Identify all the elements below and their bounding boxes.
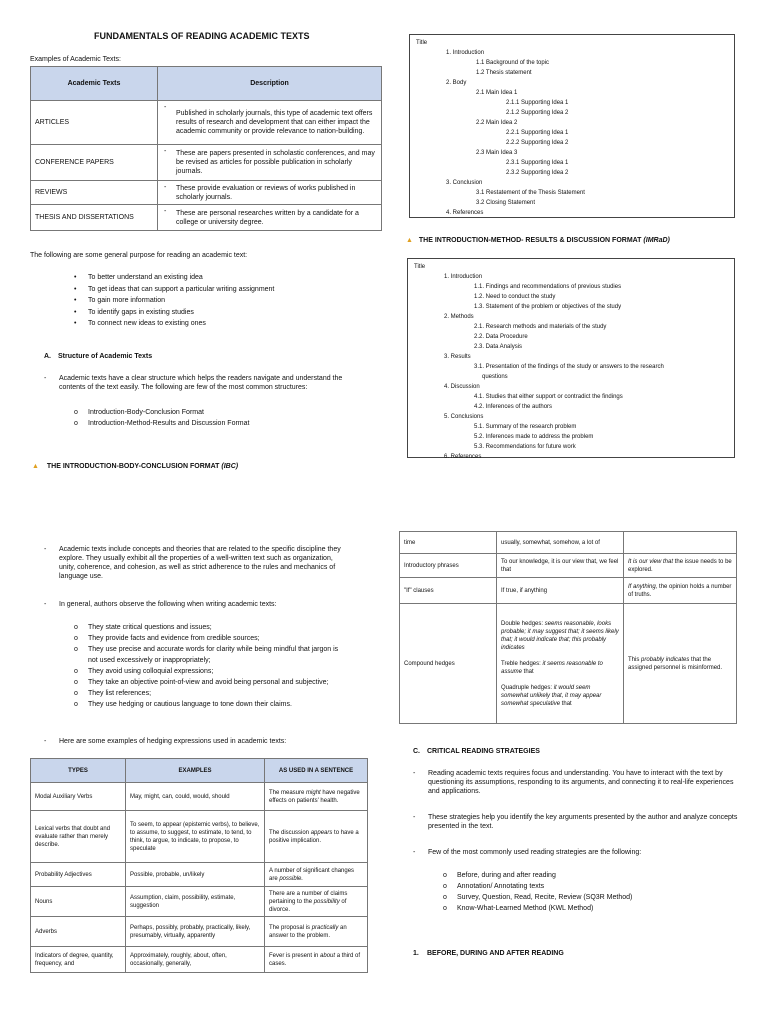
critical-paragraph-3: - Few of the most commonly used reading strategies are the following: [413, 849, 642, 856]
text-description: These provide evaluation or reviews of works published in scholarly journals. [176, 184, 356, 201]
text-description: These are personal researches written by a candidate for a college or university degree. [176, 209, 359, 226]
outline-item: 1.3. Statement of the problem or objectives of the study [474, 304, 622, 310]
outline-item: 2.1. Research methods and materials of the study [474, 324, 607, 330]
list-item: o Survey, Question, Read, Recite, Review (SQ3R Method) [443, 892, 632, 903]
outline-item: 2.1.2 Supporting Idea 2 [506, 110, 569, 116]
list-item: o Introduction-Method-Results and Discussion Format [74, 418, 249, 429]
outline-item: 3. Results [444, 354, 471, 360]
outline-item: 4. Discussion [444, 384, 480, 390]
outline-item: 3.1 Restatement of the Thesis Statement [476, 190, 585, 196]
table-row: Nouns Assumption, claim, possibility, estimate, suggestion There are a number of claims pertaining to the possibility of divorce. [31, 887, 368, 917]
concepts-paragraph: - Academic texts include concepts and theories that are related to the specific discipline they explore. They usually exhibit all the properties of a well-written text such as organization, unity, coherence, and cohesion, as well as strict adherence to the rules and mechanics of language use. [44, 546, 341, 580]
outline-item: 2.3.2 Supporting Idea 2 [506, 170, 569, 176]
outline-item: 2.1.1 Supporting Idea 1 [506, 100, 569, 106]
text-type: THESIS AND DISSERTATIONS [31, 205, 158, 231]
text-type: CONFERENCE PAPERS [31, 145, 158, 181]
ibc-outline-box [409, 34, 735, 218]
table-row: THESIS AND DISSERTATIONS - These are personal researches written by a candidate for a college or university degree. [31, 205, 382, 231]
section-c-title: CRITICAL READING STRATEGIES [427, 748, 540, 755]
table-row: CONFERENCE PAPERS - These are papers presented in scholastic conferences, and may be revised as articles for possible publication in scholarly journals. [31, 145, 382, 181]
table-row: time usually, somewhat, somehow, a lot of [400, 532, 737, 554]
list-item: o Before, during and after reading [443, 870, 632, 881]
strategies-list [443, 870, 632, 914]
flame-bullet-icon: ▲ [32, 463, 39, 470]
critical-paragraph-1: - Reading academic texts requires focus and understanding. You have to interact with the text by questioning its assumptions, responding to its arguments, and connecting it to real-life experiences and applications. [413, 770, 734, 795]
table-row: Modal Auxiliary Verbs May, might, can, could, would, should The measure might have negative effects on patients' health. [31, 783, 368, 811]
list-item: o They list references; [74, 688, 344, 699]
flame-bullet-icon: ▲ [406, 237, 413, 244]
purpose-list [74, 272, 274, 330]
section-1-title: BEFORE, DURING AND AFTER READING [427, 950, 564, 957]
table-row: REVIEWS - These provide evaluation or reviews of works published in scholarly journals. [31, 181, 382, 205]
col-header-types: TYPES [31, 759, 126, 783]
outline-item: 1.1 Background of the topic [476, 60, 550, 66]
hedging-table-continued [399, 531, 737, 724]
outline-item: 1.1. Findings and recommendations of previous studies [474, 284, 622, 290]
list-item: • To gain more information [74, 295, 274, 307]
table-row: Probability Adjectives Possible, probable, un/likely A number of significant changes are possible. [31, 863, 368, 887]
outline-item: 1. Introduction [444, 274, 483, 280]
col-header-texts: Academic Texts [31, 67, 158, 101]
text-description: These are papers presented in scholastic conferences, and may be revised as articles for possible publication in scholarly journals. [176, 150, 375, 175]
list-item: o They use hedging or cautious language to tone down their claims. [74, 699, 344, 710]
outline-item: 2.3.1 Supporting Idea 1 [506, 160, 569, 166]
outline-item: 2.2 Main Idea 2 [476, 120, 518, 126]
outline-item: Title [414, 264, 426, 270]
outline-item: 1. Introduction [446, 50, 485, 56]
outline-item: 4. References [446, 210, 484, 216]
text-description: Published in scholarly journals, this type of academic text offers results of research and development that can either impact the academic community or provide relevance to nation-building. [176, 110, 373, 135]
outline-item: 2.3 Main Idea 3 [476, 150, 518, 156]
list-item: o They avoid using colloquial expressions; [74, 666, 344, 677]
list-item: o Annotation/ Annotating texts [443, 881, 632, 892]
list-item: • To better understand an existing idea [74, 272, 274, 284]
outline-item: 5.1. Summary of the research problem [474, 424, 577, 430]
outline-item: 2.2.1 Supporting Idea 1 [506, 130, 569, 136]
ibc-heading: ▲ THE INTRODUCTION-BODY-CONCLUSION FORMAT (IBC) [32, 463, 239, 470]
critical-paragraph-2: - These strategies help you identify the key arguments presented by the author and analyze concepts presented in the text. [413, 814, 738, 830]
outline-item: 3.2 Closing Statement [476, 200, 536, 206]
general-paragraph: - In general, authors observe the following when writing academic texts: [44, 601, 277, 608]
outline-item: 2.1 Main Idea 1 [476, 90, 518, 96]
table-row: Indicators of degree, quantity, frequency, and Approximately, roughly, about, often, occasionally, generally, Fever is present in about a third of cases. [31, 947, 368, 973]
table-row: Introductory phrases To our knowledge, it is our view that, we feel that It is our view that the issue needs to be explored. [400, 554, 737, 578]
hedging-table [30, 758, 368, 973]
list-item: • To connect new ideas to existing ones [74, 318, 274, 330]
outline-item: 2. Methods [444, 314, 474, 320]
table-row: Compound hedges Double hedges: seems reasonable, looks probable; it may suggest that; it seems likely that; it would indicate that; this probably indicates Treble hedges: it seems reasonable to assume that Quadruple hedges: it would seem somewhat unlikely that, it may appear somewhat speculative that This probably indicates that the assigned personnel is misinformed. [400, 604, 737, 724]
text-type: ARTICLES [31, 101, 158, 145]
list-item: o They use precise and accurate words for clarity while being mindful that jargon is not used excessively or inappropriately; [74, 644, 344, 666]
observations-list [74, 622, 344, 710]
examples-label: Examples of Academic Texts: [30, 56, 121, 63]
outline-item: questions [482, 374, 508, 380]
list-item: o They state critical questions and issues; [74, 622, 344, 633]
table-row: "If" clauses If true, if anything If anything, the opinion holds a number of truths. [400, 578, 737, 604]
list-item: o Introduction-Body-Conclusion Format [74, 407, 249, 418]
outline-item: Title [416, 40, 428, 46]
outline-item: 1.2 Thesis statement [476, 70, 532, 76]
section-1-label: 1. [413, 950, 419, 957]
list-item: • To get ideas that can support a particular writing assignment [74, 284, 274, 296]
imrad-heading: ▲ THE INTRODUCTION-METHOD- RESULTS & DISCUSSION FORMAT (IMRaD) [406, 237, 670, 244]
outline-item: 2.2. Data Procedure [474, 334, 528, 340]
imrad-outline-box [407, 258, 735, 458]
list-item: o They take an objective point-of-view and avoid being personal and subjective; [74, 677, 344, 688]
list-item: • To identify gaps in existing studies [74, 307, 274, 319]
outline-item: 6. References [444, 454, 482, 460]
text-type: REVIEWS [31, 181, 158, 205]
outline-item: 3.1. Presentation of the findings of the study or answers to the research [474, 364, 664, 370]
outline-item: 4.2. Inferences of the authors [474, 404, 553, 410]
outline-item: 2.2.2 Supporting Idea 2 [506, 140, 569, 146]
list-item: o Know-What-Learned Method (KWL Method) [443, 903, 632, 914]
table-row: Adverbs Perhaps, possibly, probably, practically, likely, presumably, virtually, apparently The proposal is practically an answer to the problem. [31, 917, 368, 947]
col-header-description: Description [158, 67, 382, 101]
academic-texts-table [30, 66, 382, 231]
outline-item: 5.2. Inferences made to address the problem [474, 434, 594, 440]
table-row: ARTICLES - Published in scholarly journals, this type of academic text offers results of research and development that can either impact the academic community or provide relevance to nation-building. [31, 101, 382, 145]
outline-item: 1.2. Need to conduct the study [474, 294, 556, 300]
list-item: o They provide facts and evidence from credible sources; [74, 633, 344, 644]
purpose-intro: The following are some general purpose for reading an academic text: [30, 252, 248, 259]
structure-paragraph: - Academic texts have a clear structure which helps the readers navigate and understand the contents of the text easily. The following are few of the most common structures: [44, 375, 343, 391]
col-header-examples: EXAMPLES [126, 759, 265, 783]
outline-item: 2.3. Data Analysis [474, 344, 523, 350]
outline-item: 2. Body [446, 80, 467, 86]
formats-list [74, 407, 249, 429]
page-title: FUNDAMENTALS OF READING ACADEMIC TEXTS [94, 31, 310, 41]
section-a-label: A. [44, 353, 51, 360]
outline-item: 5.3. Recommendations for future work [474, 444, 576, 450]
hedging-paragraph: - Here are some examples of hedging expressions used in academic texts: [44, 738, 287, 745]
outline-item: 5. Conclusions [444, 414, 484, 420]
section-c-label: C. [413, 748, 420, 755]
table-row: Lexical verbs that doubt and evaluate rather than merely describe. To seem, to appear (epistemic verbs), to believe, to assume, to suggest, to estimate, to tend, to think, to argue, to indicate, to propose, to speculate The discussion appears to have a positive implication. [31, 811, 368, 863]
col-header-sentence: AS USED IN A SENTENCE [265, 759, 368, 783]
outline-item: 4.1. Studies that either support or contradict the findings [474, 394, 623, 400]
section-a-title: Structure of Academic Texts [58, 353, 153, 360]
outline-item: 3. Conclusion [446, 180, 483, 186]
